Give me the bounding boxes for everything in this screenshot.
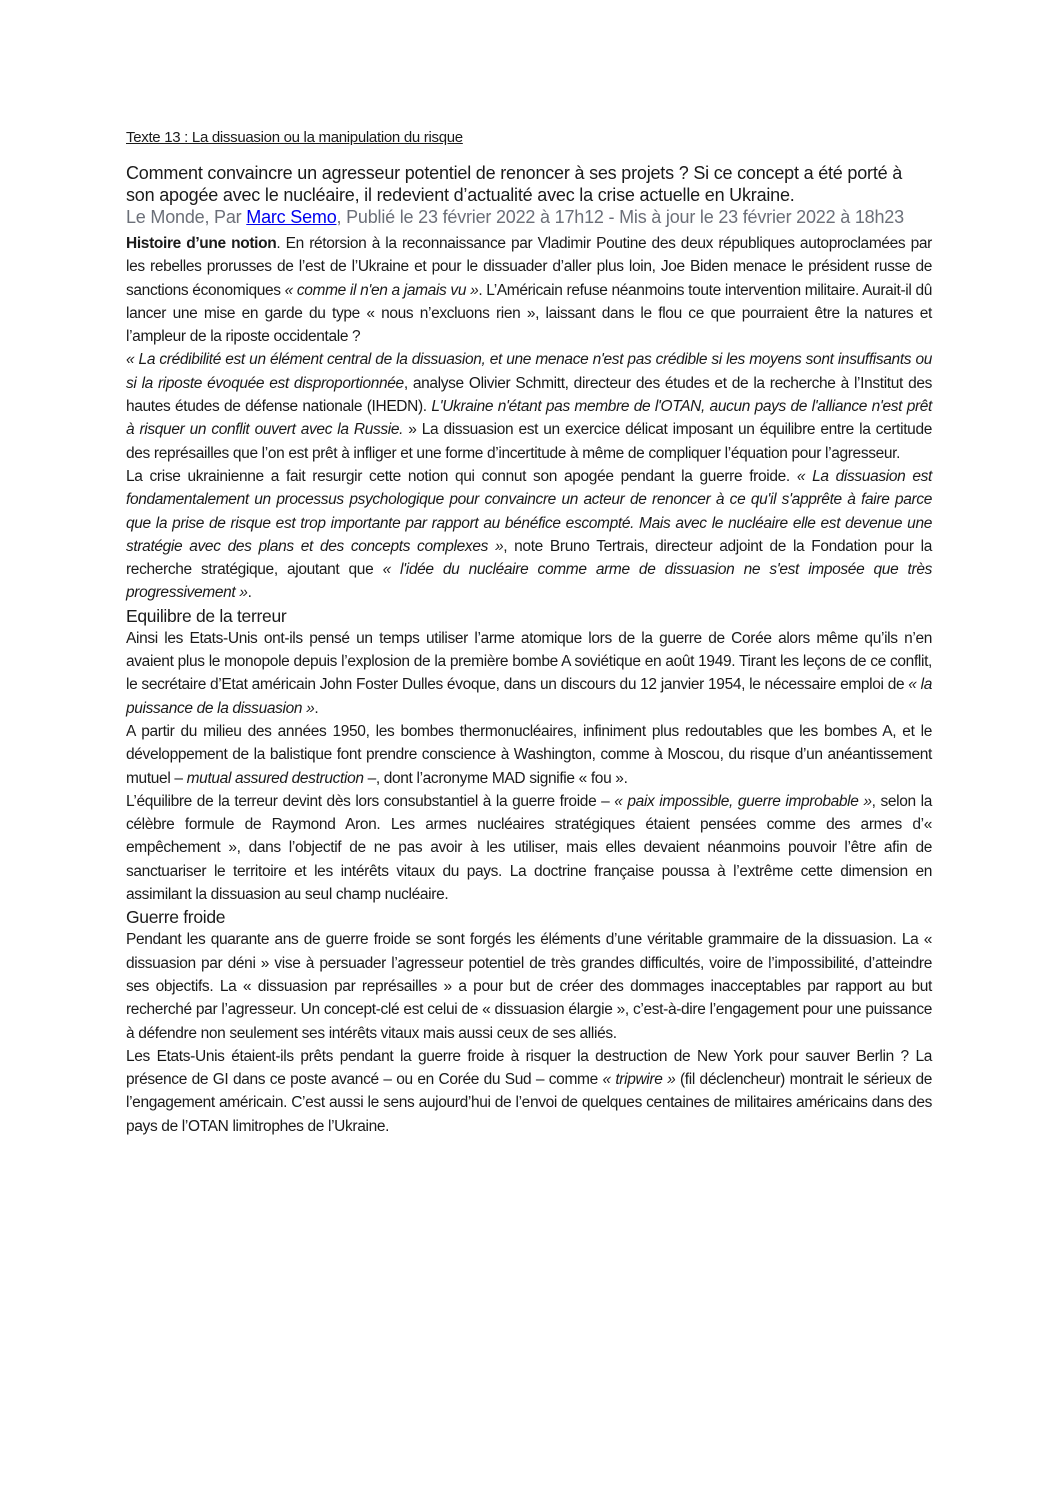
- document-title: Texte 13 : La dissuasion ou la manipulation du risque: [126, 129, 463, 146]
- body-text: Pendant les quarante ans de guerre froide se sont forgés les éléments d’une véritable grammaire de la dissuasion. La « dissuasion par déni » vise à persuader l’agresseur potentiel de très grandes difficultés, voire de l’impossibilité, d’atteindre ses objectifs. La « dissuasion par représailles » a pour but de créer des dommages inacceptables par rapport au but recherché par l’agresseur. Un concept-clé est celui de « dissuasion élargie », c’est-à-dire l’engagement pour une puissance à défendre non seulement ses intérêts vitaux mais aussi ceux de ses alliés.: [126, 931, 932, 1042]
- body-paragraph: [126, 348, 932, 464]
- body-text: L’équilibre de la terreur devint dès lors consubstantiel à la guerre froide –: [126, 792, 615, 810]
- author-link[interactable]: Marc Semo: [246, 207, 337, 227]
- body-paragraph: [126, 627, 932, 720]
- quoted-text: mutual assured destruction: [186, 769, 364, 787]
- quoted-text: « tripwire »: [602, 1071, 676, 1089]
- quoted-text: « La crédibilité est un élément central de la dissuasion, et une menace n'est pas crédible si les moyens sont insuffisants ou si la riposte évoquée est disproportionnée: [126, 351, 932, 392]
- section-heading-guerre-froide: Guerre froide: [126, 907, 226, 928]
- section-equilibre-paragraphs: [126, 627, 932, 907]
- quoted-text: « paix impossible, guerre improbable »: [614, 792, 872, 810]
- quoted-text: « comme il n'en a jamais vu »: [284, 281, 479, 299]
- document-page: [126, 128, 932, 1138]
- body-text: .: [247, 584, 252, 602]
- body-text: La crise ukrainienne a fait resurgir cette notion qui connut son apogée pendant la guerre froide.: [126, 467, 797, 485]
- intro-paragraphs: [126, 232, 932, 605]
- byline-dates: , Publié le 23 février 2022 à 17h12 - Mis à jour le 23 février 2022 à 18h23: [336, 207, 904, 227]
- lead-paragraph: Comment convaincre un agresseur potentiel de renoncer à ses projets ? Si ce concept a été porté à son apogée avec le nucléaire, il redevient d’actualité avec la crise actuelle en Ukraine.: [126, 163, 903, 205]
- body-text: .: [314, 699, 319, 717]
- body-text: Ainsi les Etats-Unis ont-ils pensé un temps utiliser l’arme atomique lors de la guerre de Corée alors même qu’ils n’en avaient plus le monopole depuis l’explosion de la première bombe A soviétique en août 1949. Tirant les leçons de ce conflit, le secrétaire d’Etat américain John Foster Dulles évoque, dans un discours du 12 janvier 1954, le nécessaire emploi de: [126, 629, 932, 694]
- section-guerre-froide-paragraphs: [126, 928, 932, 1138]
- body-paragraph: [126, 232, 932, 348]
- body-text: » La dissuasion est un exercice délicat imposant un équilibre entre la certitude des représailles que l’on est prêt à infliger et une forme d’incertitude à même de compliquer l’équation pour l’agresseur.: [126, 421, 932, 462]
- body-paragraph: [126, 790, 932, 906]
- quoted-text: « la puissance de la dissuasion »: [126, 676, 932, 717]
- body-text: Les Etats-Unis étaient-ils prêts pendant la guerre froide à risquer la destruction de New York pour sauver Berlin ? La présence de GI dans ce poste avancé – ou en Corée du Sud – comme: [126, 1047, 932, 1089]
- body-text: (fil déclencheur) montrait le sérieux de l’engagement américain. C’est aussi le sens aujourd’hui de l’envoi de quelques centaines de militaires américains dans des pays de l’OTAN limitrophes de l’Ukraine.: [126, 1071, 933, 1135]
- body-paragraph: [126, 720, 932, 790]
- body-text: , note Bruno Tertrais, directeur adjoint de la Fondation pour la recherche stratégique, ajoutant que: [126, 537, 932, 579]
- body-text: , analyse Olivier Schmitt, directeur des études et de la recherche à l’Institut des hautes études de défense nationale (IHEDN).: [126, 374, 933, 416]
- quoted-text: « La dissuasion est fondamentalement un processus psychologique pour convaincre un acteur de renoncer à ce qu'il s'apprête à faire parce que la prise de risque est trop importante par rapport au bénéfice escompté. Mais avec le nucléaire elle est devenue une stratégie avec des plans et des concepts complexes »: [126, 467, 933, 555]
- quoted-text: « l'idée du nucléaire comme arme de dissuasion ne s'est imposée que très progressivement »: [126, 561, 932, 602]
- byline-prefix: Le Monde, Par: [126, 207, 247, 227]
- section-heading-equilibre: Equilibre de la terreur: [126, 605, 287, 626]
- body-text: . En rétorsion à la reconnaissance par Vladimir Poutine des deux républiques autoproclamées par les rebelles prorusses de l’est de l’Ukraine et pour le dissuader d’aller plus loin, Joe Biden menace le président russe de sanctions économiques: [126, 235, 932, 299]
- body-text: , selon la célèbre formule de Raymond Aron. Les armes nucléaires stratégiques étaient pensées comme des armes d’« empêchement », dans l’objectif de ne pas avoir à les utiliser, mais elles devaient néanmoins pouvoir l’être afin de sanctuariser le territoire et les intérêts vitaux du pays. La doctrine française poussa à l’extrême cette dimension en assimilant la dissuasion au seul champ nucléaire.: [126, 792, 932, 904]
- body-paragraph: [126, 928, 932, 1044]
- quoted-text: L'Ukraine n'étant pas membre de l'OTAN, aucun pays de l'alliance n'est prêt à risquer un conflit ouvert avec la Russie.: [126, 398, 933, 439]
- body-paragraph: [126, 1045, 932, 1138]
- body-text: A partir du milieu des années 1950, les bombes thermonucléaires, infiniment plus redoutables que les bombes A, et le développement de la balistique font prendre conscience à Washington, comme à Moscou, du risque d’un anéantissement mutuel –: [126, 722, 932, 787]
- bold-lead-in: Histoire d’une notion: [126, 235, 277, 252]
- body-text: . L’Américain refuse néanmoins toute intervention militaire. Aurait-il dû lancer une mise en garde du type « nous n’excluons rien », laissant dans le flou ce que pourraient être la natures et l’ampleur de la riposte occidentale ?: [126, 281, 932, 346]
- body-paragraph: [126, 465, 932, 605]
- body-text: –, dont l’acronyme MAD signifie « fou ».: [363, 769, 628, 787]
- byline: [126, 206, 932, 228]
